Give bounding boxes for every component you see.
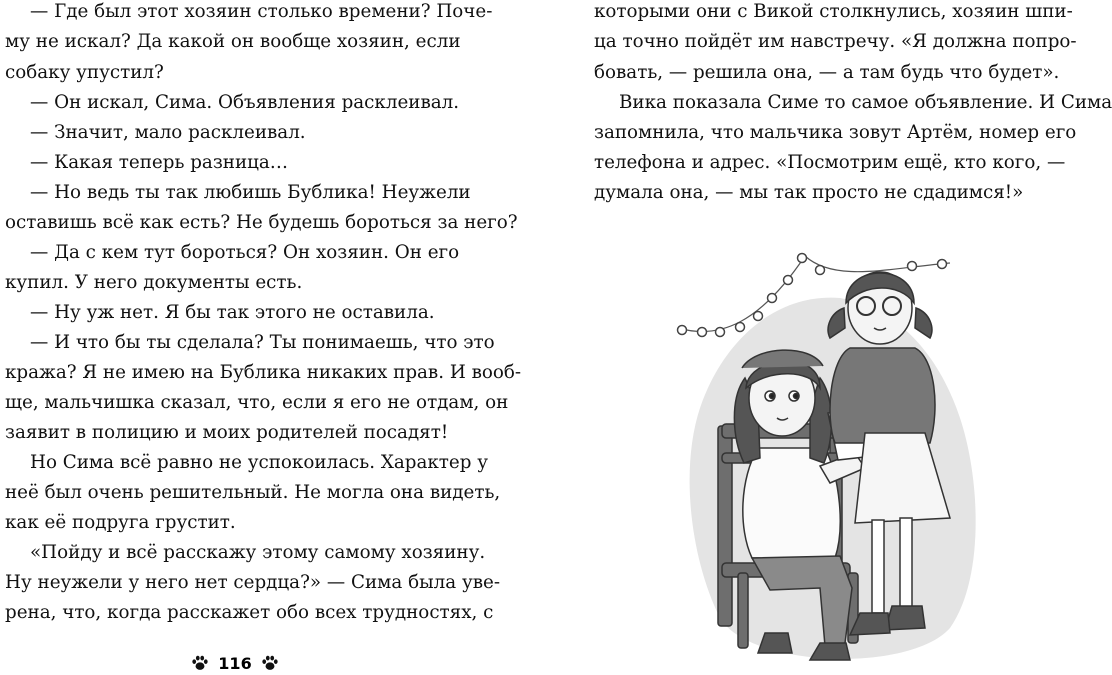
- text-line: телефона и адрес. «Посмотрим ещё, кто кого, —: [594, 152, 1066, 173]
- text-line: Но Сима всё равно не успокоилась. Характер у: [30, 452, 489, 473]
- text-line: «Пойду и всё расскажу этому самому хозяину.: [30, 542, 486, 563]
- text-line: — Он искал, Сима. Объявления расклеивал.: [30, 92, 460, 113]
- page-number-footer: [190, 652, 280, 674]
- text-line: Ну неужели у него нет сердца?» — Сима была уве-: [5, 572, 500, 593]
- page-number: 116: [218, 653, 252, 673]
- text-line: — Значит, мало расклеивал.: [30, 122, 306, 143]
- text-line: запомнила, что мальчика зовут Артём, номер его: [594, 122, 1077, 143]
- text-line: — Ну уж нет. Я бы так этого не оставила.: [30, 302, 435, 323]
- paw-icon: [261, 655, 279, 671]
- two-girls-with-notice-illustration: [660, 228, 990, 673]
- text-line: купил. У него документы есть.: [5, 272, 303, 293]
- text-line: ще, мальчишка сказал, что, если я его не отдам, он: [5, 392, 509, 413]
- text-line: му не искал? Да какой он вообще хозяин, если: [5, 31, 461, 52]
- text-line: Вика показала Симе то самое объявление. И Сима: [619, 92, 1112, 113]
- text-line: собаку упустил?: [5, 62, 164, 83]
- text-line: — И что бы ты сделала? Ты понимаешь, что это: [30, 332, 495, 353]
- text-line: оставишь всё как есть? Не будешь бороться за него?: [5, 212, 518, 233]
- text-line: думала она, — мы так просто не сдадимся!»: [594, 182, 1024, 203]
- text-line: которыми они с Викой столкнулись, хозяин шпи-: [594, 1, 1073, 22]
- paw-icon: [191, 655, 209, 671]
- text-line: бовать, — решила она, — а там будь что будет».: [594, 62, 1060, 83]
- text-line: рена, что, когда расскажет обо всех трудностях, с: [5, 602, 494, 623]
- text-line: неё был очень решительный. Не могла она видеть,: [5, 482, 501, 503]
- text-line: — Какая теперь разница…: [30, 152, 289, 173]
- text-line: ца точно пойдёт им навстречу. «Я должна попро-: [594, 31, 1077, 52]
- text-line: кража? Я не имею на Бублика никаких прав. И вооб-: [5, 362, 522, 383]
- text-line: — Но ведь ты так любишь Бублика! Неужели: [30, 182, 471, 203]
- text-line: — Где был этот хозяин столько времени? Поче-: [30, 1, 493, 22]
- text-line: — Да с кем тут бороться? Он хозяин. Он его: [30, 242, 460, 263]
- text-line: заявит в полицию и моих родителей посадят!: [5, 422, 449, 443]
- text-line: как её подруга грустит.: [5, 512, 236, 533]
